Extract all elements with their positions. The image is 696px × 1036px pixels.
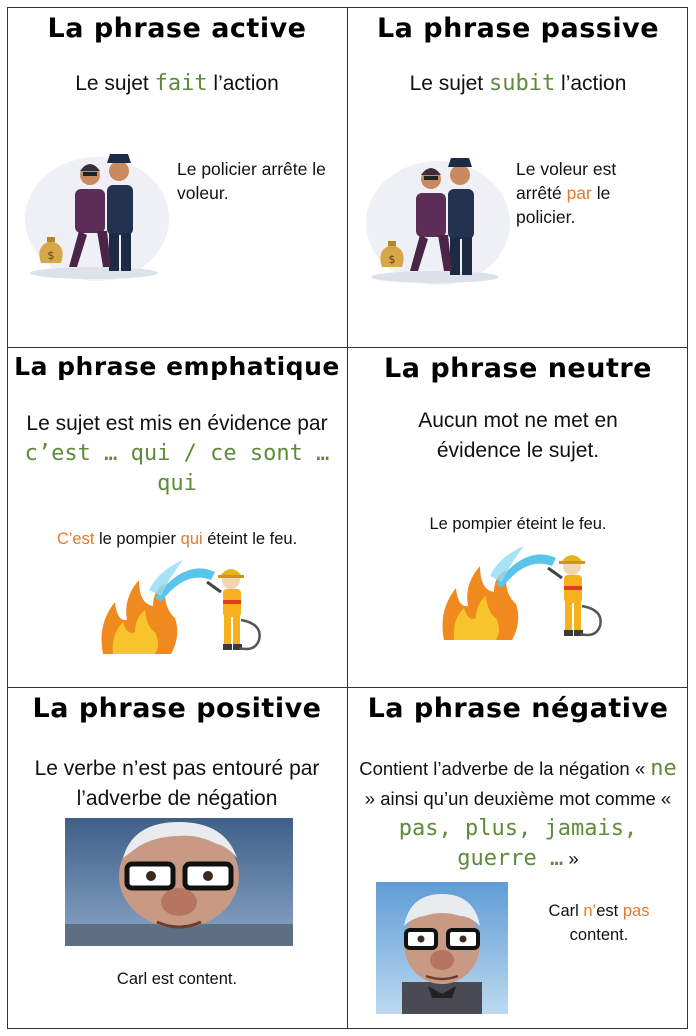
card-description: Le sujet subit l’action [409,71,627,96]
card-title: La phrase active [47,13,307,44]
card-title: La phrase emphatique [14,352,340,381]
highlight-cest-qui: c’est … qui / ce sont … qui [24,441,330,496]
police-thief-illustration [19,141,169,287]
card-negative [348,688,688,1029]
example-sentence: Carl est content. [116,970,238,988]
example-sentence: Le pompier éteint le feu. [429,515,607,533]
firefighter-illustration [95,560,265,660]
highlight-pas: pas [622,902,650,920]
card-title: La phrase neutre [384,353,652,384]
card-emphatique [7,348,347,687]
card-description: Le sujet est mis en évidence par c’est … qui / ce sont … qui [24,412,330,496]
firefighter-illustration [436,546,606,646]
svg-text:$: $ [47,249,55,262]
highlight-cest: C’est [56,530,95,548]
card-passive [348,7,688,347]
highlight-n: n’ [583,902,597,920]
card-title: La phrase passive [376,13,660,44]
card-positive [7,688,347,1029]
highlight-ne: ne [650,756,677,781]
card-description: Aucun mot ne met en évidence le sujet. [418,409,618,462]
highlight-subit: subit [488,71,556,96]
carl-portrait [376,882,508,1014]
highlight-qui: qui [180,530,203,548]
card-active [7,7,347,347]
highlight-par: par [566,183,592,203]
example-sentence: Carl n’est pas content. [548,902,650,944]
example-sentence: Le voleur est arrêté par le policier. [516,159,617,227]
example-sentence: C’est le pompier qui éteint le feu. [56,530,298,548]
svg-text:$: $ [388,253,396,266]
card-description: Le verbe n’est pas entouré par l’adverbe de négation [34,757,320,810]
highlight-fait: fait [154,71,208,96]
carl-portrait [65,818,293,946]
card-description: Le sujet fait l’action [75,71,279,96]
card-title: La phrase négative [367,693,669,724]
example-sentence: Le policier arrête le voleur. [177,159,326,203]
card-description: Contient l’adverbe de la négation « ne » ainsi qu’un deuxième mot comme « pas, plus, jamais, guerre … » [359,756,677,871]
police-thief-illustration [360,145,510,291]
highlight-negation-list: pas, plus, jamais, guerre … [398,816,638,871]
card-neutre [348,348,688,687]
card-title: La phrase positive [32,693,322,724]
